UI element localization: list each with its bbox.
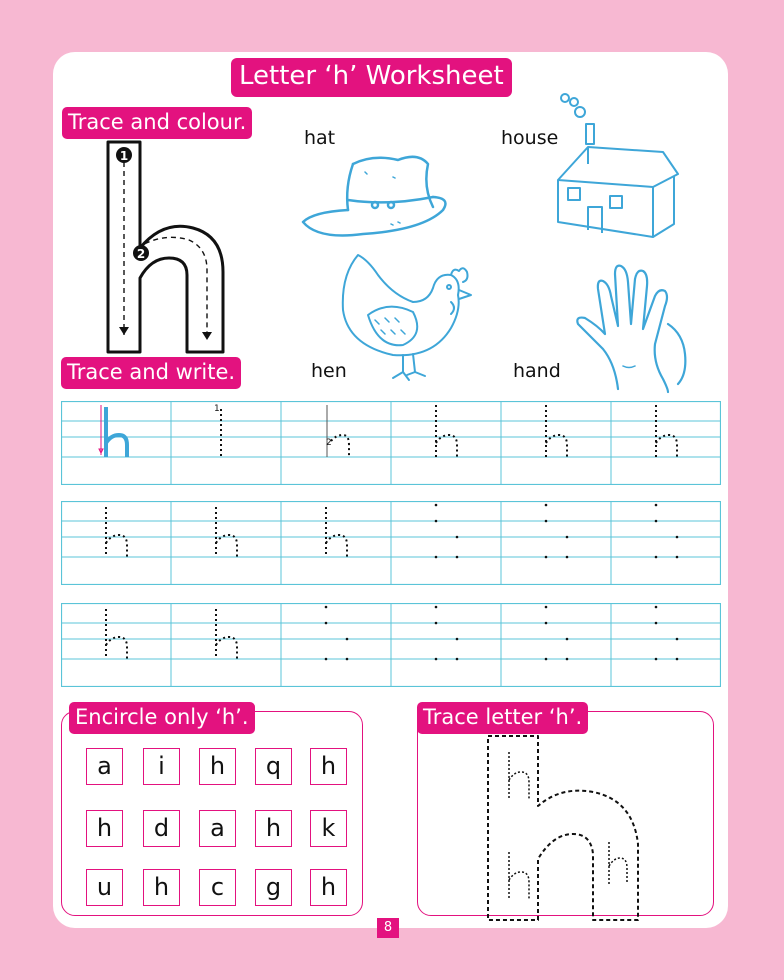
letter-box[interactable]: h [310, 748, 347, 785]
letter-box[interactable]: a [199, 810, 236, 847]
picture-word-hand: hand [513, 360, 561, 382]
letter-box[interactable]: c [199, 869, 236, 906]
section-label-trace-write: Trace and write. [61, 357, 241, 389]
letter-box[interactable]: h [310, 869, 347, 906]
letter-box[interactable]: g [255, 869, 292, 906]
section-label-trace-colour: Trace and colour. [62, 107, 252, 139]
section-label-trace-letter: Trace letter ‘h’. [417, 702, 588, 734]
section-label-encircle: Encircle only ‘h’. [69, 702, 255, 734]
hand-icon [573, 254, 693, 398]
stroke-number-one: 1 [119, 149, 129, 163]
picture-word-hat: hat [304, 127, 336, 149]
letter-box[interactable]: q [255, 748, 292, 785]
letter-box[interactable]: h [86, 810, 123, 847]
big-letter-h-tracer[interactable] [103, 140, 233, 364]
letter-box[interactable]: a [86, 748, 123, 785]
page-number: 8 [377, 918, 399, 938]
hat-icon [293, 142, 453, 246]
stroke-number-two: 2 [136, 247, 146, 261]
picture-word-hen: hen [311, 360, 347, 382]
picture-word-house: house [501, 127, 559, 149]
writing-row-3[interactable] [61, 603, 721, 687]
writing-row-1[interactable] [61, 401, 721, 485]
letter-box[interactable]: i [143, 748, 180, 785]
letter-box[interactable]: h [255, 810, 292, 847]
letter-box[interactable]: h [199, 748, 236, 785]
worksheet-page [53, 52, 728, 935]
dotted-letter-h-tracer[interactable] [483, 734, 653, 928]
worksheet-title: Letter ‘h’ Worksheet [231, 58, 512, 97]
letter-box[interactable]: h [143, 869, 180, 906]
letter-box[interactable]: d [143, 810, 180, 847]
hen-icon [333, 240, 483, 394]
svg-text:1: 1 [214, 404, 220, 414]
svg-text:2: 2 [326, 438, 332, 448]
letter-box[interactable]: k [310, 810, 347, 847]
letter-box[interactable]: u [86, 869, 123, 906]
house-icon [548, 92, 688, 246]
writing-row-2[interactable] [61, 501, 721, 585]
